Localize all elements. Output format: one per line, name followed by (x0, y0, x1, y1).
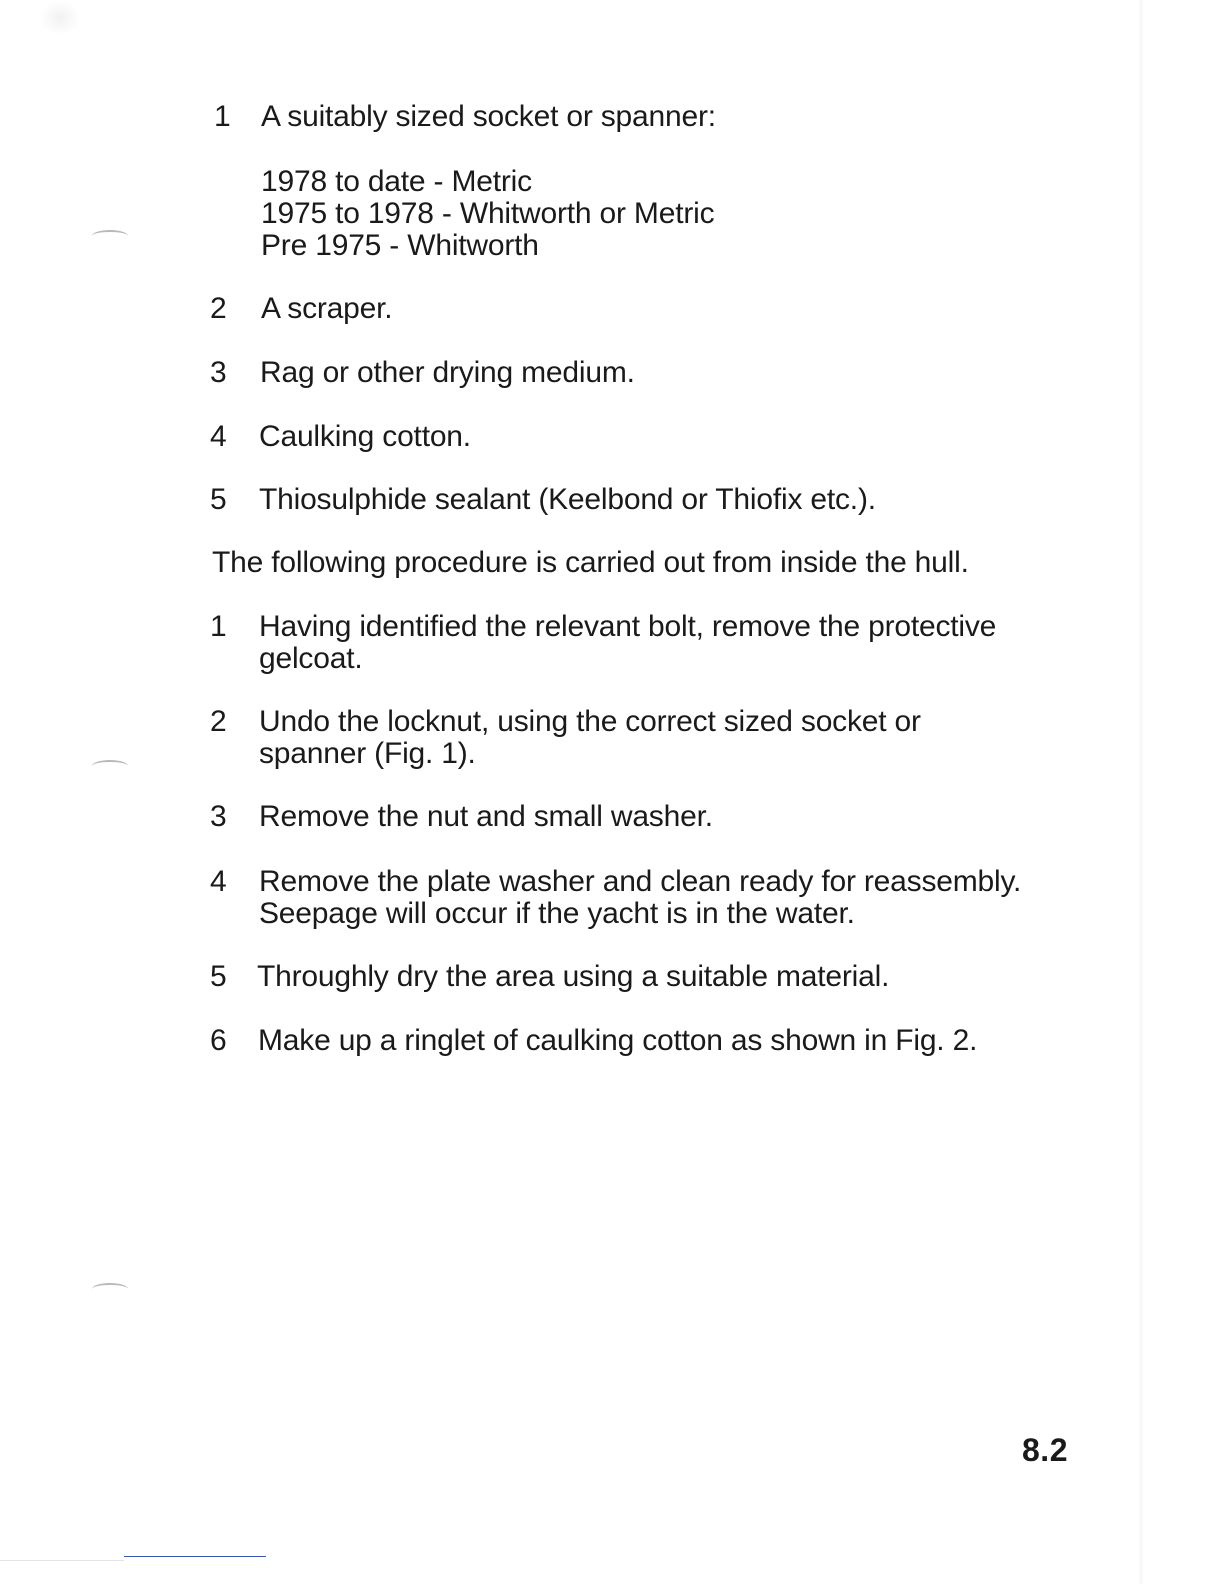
list-text: Caulking cotton. (259, 420, 471, 453)
step-number: 4 (210, 865, 227, 898)
step-number: 3 (210, 800, 227, 833)
procedure-intro: The following procedure is carried out from inside the hull. (212, 546, 969, 579)
list-text: A suitably sized socket or spanner: (261, 100, 716, 133)
step-text-line: Throughly dry the area using a suitable material. (257, 960, 890, 993)
scan-edge-shadow (1138, 0, 1144, 1584)
list-number: 1 (214, 100, 231, 133)
list-text: Thiosulphide sealant (Keelbond or Thiofix etc.). (259, 483, 876, 516)
step-text-line: Remove the nut and small washer. (259, 800, 713, 833)
punch-hole-mark (92, 760, 128, 772)
socket-type-line: 1975 to 1978 - Whitworth or Metric (261, 197, 715, 230)
step-text-line: Having identified the relevant bolt, remove the protective (259, 610, 997, 643)
socket-type-line: Pre 1975 - Whitworth (261, 229, 539, 262)
step-text-line: spanner (Fig. 1). (259, 737, 476, 770)
step-text-line: Remove the plate washer and clean ready for reassembly. (259, 865, 1022, 898)
step-number: 6 (210, 1024, 227, 1057)
list-number: 3 (210, 356, 227, 389)
step-text-line: Seepage will occur if the yacht is in the water. (259, 897, 855, 930)
step-text-line: Undo the locknut, using the correct sized socket or (259, 705, 921, 738)
scan-edge-line (0, 1560, 124, 1561)
scan-smudge (40, 0, 80, 36)
list-number: 2 (210, 292, 227, 325)
list-number: 5 (210, 483, 227, 516)
step-text-line: Make up a ringlet of caulking cotton as shown in Fig. 2. (258, 1024, 978, 1057)
page-number: 8.2 (1022, 1432, 1068, 1468)
list-number: 4 (210, 420, 227, 453)
list-text: Rag or other drying medium. (260, 356, 635, 389)
punch-hole-mark (92, 230, 128, 242)
step-number: 1 (210, 610, 227, 643)
step-number: 2 (210, 705, 227, 738)
step-number: 5 (210, 960, 227, 993)
list-text: A scraper. (261, 292, 393, 325)
step-text-line: gelcoat. (259, 642, 363, 675)
socket-type-line: 1978 to date - Metric (261, 165, 532, 198)
bottom-rule (124, 1556, 266, 1557)
punch-hole-mark (92, 1283, 128, 1295)
